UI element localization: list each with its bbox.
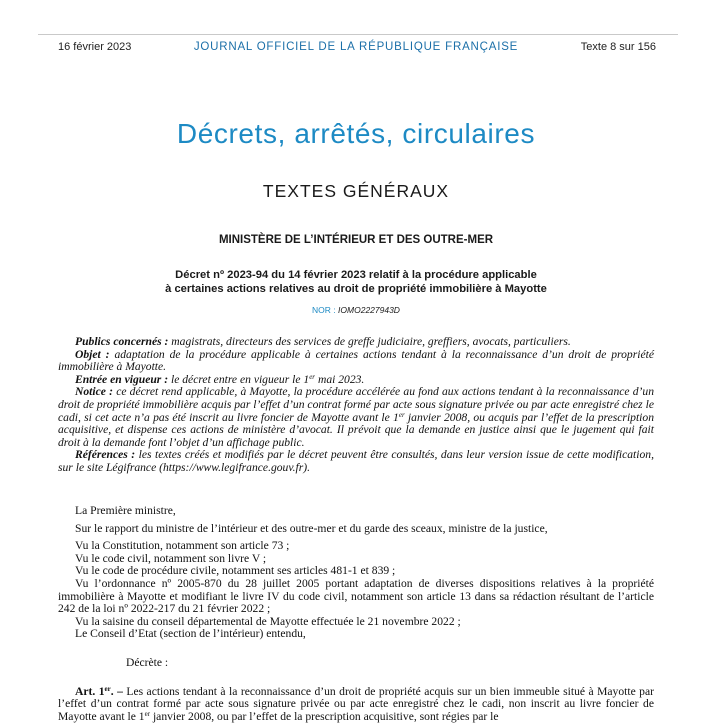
ministry-heading: MINISTÈRE DE L’INTÉRIEUR ET DES OUTRE-MER xyxy=(218,234,494,246)
decree-title-line-2: à certaines actions relatives au droit de propriété immobilière à Mayotte xyxy=(165,283,547,295)
nor-value: IOMO2227943D xyxy=(338,305,400,315)
objet-paragraph xyxy=(58,349,654,374)
article-1-text-b: janvier 2008, ou par l’effet de la prescription acquisitive, sont régies par le xyxy=(150,709,499,723)
article-1-sup-2: er xyxy=(144,709,151,718)
rapport-line: Sur le rapport du ministre de l’intérieur et des outre-mer et du garde des sceaux, ministre de la justice, xyxy=(75,521,548,535)
conseil-line: Le Conseil d’Etat (section de l’intérieur) entendu, xyxy=(75,627,306,641)
vu-line-4: Vu l’ordonnance nº 2005-870 du 28 juillet 2005 portant adaptation de diverses dispositions relatives à la propriété immobilière à Mayotte et modifiant le livre IV du code civil, notamment son article 13 dans sa rédaction résultant de l’article 242 de la loi nº 2022-217 du 21 février 2022 ; xyxy=(58,576,654,616)
section-subtitle: TEXTES GÉNÉRAUX xyxy=(262,181,450,201)
header-journal-title: JOURNAL OFFICIEL DE LA RÉPUBLIQUE FRANÇAISE xyxy=(193,41,519,53)
decree-body xyxy=(58,505,654,723)
entree-text-a: le décret entre en vigueur le 1 xyxy=(170,372,310,386)
notice-text-a: ce décret rend applicable, à Mayotte, la procédure accélérée au fond aux actions tendant à la reconnaissance d’un droit de propriété immobilière acquis par l’effet d’un contrat formé par acte sous signature privée ou par acte enregistré chez le cadi, si cet acte n’a pas été inscrit au livre foncier de Mayotte avant le 1 xyxy=(58,385,654,424)
article-1-label: Art. 1 xyxy=(75,684,105,698)
notice-text-b: janvier 2008, ou acquis par l’effet de la prescription acquisitive, et dispense ces actions de ministère d’avocat. Il prévoit que la demande en justice ainsi que le jugement qui fait droit à la demande font l’objet d’un affichage public. xyxy=(58,410,654,449)
header-text-number: Texte 8 sur 156 xyxy=(580,41,656,53)
summary-block xyxy=(58,336,654,475)
vu-line-3: Vu le code de procédure civile, notamment ses articles 481-1 et 839 ; xyxy=(75,564,396,578)
article-1-dash: . – xyxy=(110,684,123,698)
decrete-line: Décrète : xyxy=(126,655,169,669)
objet-text: adaptation de la procédure applicable à certaines actions tendant à la reconnaissance d’un droit de propriété immobilière à Mayotte. xyxy=(58,347,654,374)
article-1 xyxy=(58,686,654,724)
section-title: Décrets, arrêtés, circulaires xyxy=(176,118,536,149)
publics-label: Publics concernés : xyxy=(75,335,169,348)
references-paragraph xyxy=(58,449,654,474)
decree-title xyxy=(0,268,712,296)
notice-label: Notice : xyxy=(75,385,113,399)
references-label: Références : xyxy=(75,448,136,462)
article-1-text-a: Les actions tendant à la reconnaissance d’un droit de propriété acquis sur un bien immeuble situé à Mayotte par l’effet d’un contrat formé par acte sous signature privée ou par acte enregistré chez le cadi, non inscrit au livre foncier de Mayotte avant le 1 xyxy=(58,684,654,723)
header-date: 16 février 2023 xyxy=(58,41,132,53)
references-text: les textes créés et modifiés par le décret peuvent être consultés, dans leur version issue de cette modification, sur le site Légifrance (https://www.legifrance.gouv.fr). xyxy=(58,448,654,474)
vu-line-5: Vu la saisine du conseil départemental de Mayotte effectuée le 21 novembre 2022 ; xyxy=(75,614,461,628)
entree-text-b: mai 2023. xyxy=(315,372,365,386)
header-rule xyxy=(38,34,678,35)
notice-sup: er xyxy=(398,410,405,419)
notice-paragraph xyxy=(58,386,654,449)
publics-text: magistrats, directeurs des services de greffe judiciaire, greffiers, avocats, particuliers. xyxy=(171,335,571,348)
premier-ministre-line: La Première ministre, xyxy=(75,504,176,517)
vu-line-1: Vu la Constitution, notamment son article 73 ; xyxy=(75,539,290,553)
article-1-sup: er xyxy=(104,684,111,693)
vu-line-2: Vu le code civil, notamment son livre V ; xyxy=(75,551,267,565)
nor-label: NOR : xyxy=(312,305,336,315)
entree-sup: er xyxy=(309,372,316,381)
objet-label: Objet : xyxy=(75,347,110,361)
entree-label: Entrée en vigueur : xyxy=(75,372,169,386)
nor-reference xyxy=(0,305,712,315)
decree-title-line-1: Décret nº 2023-94 du 14 février 2023 relatif à la procédure applicable xyxy=(175,269,537,281)
